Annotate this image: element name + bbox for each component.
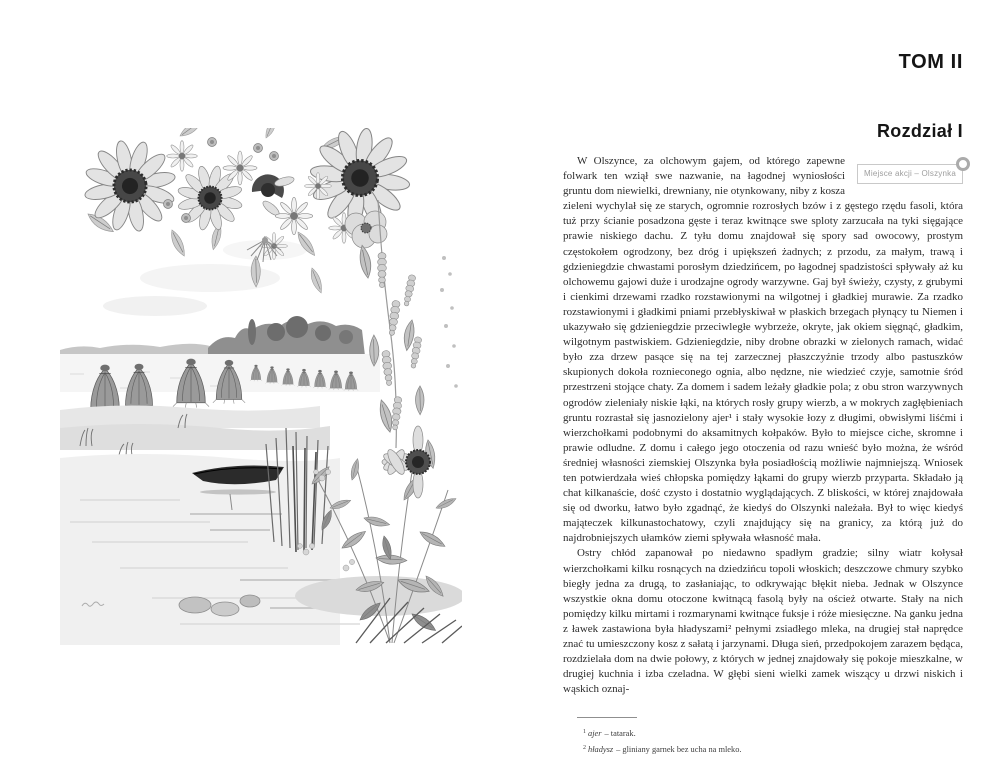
footnote-1-term: ajer	[588, 729, 602, 739]
volume-title: TOM II	[898, 51, 963, 73]
footnote-1-marker: 1	[583, 728, 586, 735]
footnotes	[563, 717, 963, 758]
annotation-tag-label[interactable]: Miejsce akcji – Olszynka	[857, 164, 963, 184]
chapter-body	[563, 154, 963, 697]
footnote-2-definition: – gliniany garnek bez ucha na mleko.	[616, 745, 742, 755]
annotation-anchor-icon[interactable]	[956, 157, 970, 171]
illustration-drawing	[60, 128, 462, 645]
footnote-1	[577, 726, 963, 742]
annotation-tag[interactable]	[857, 156, 963, 184]
paragraph-1: W Olszynce, za olchowym gajem, od którego zapewne folwark ten wziął swe nazwanie, na łagodnej wyniosłości gruntu dom niewielki, drewniany, nie otynkowany, niby z kosza zieleni wychylał się ze starych, ogromnie rozrosłych bzów i z gęstego rzędu fasoli, która tuż przy ścianie posadzona gęste i teraz kwitnące swe sploty zarzucała na tyki sięgające prawie niskiego dachu. Z tyłu domu znajdował się spory sad owocowy, prostym częstokołem ogrodzony, bez dróg i upiększeń żadnych; z przodu, za małym, trawą i gdzieniegdzie chwastami porosłym dziedzińcem, po łagodnej spadzistości spływały aż ku olchowemu gajowi duże i urodzajne ogrody warzywne. Gaj był świeży, czysty, z grubymi i cienkimi drzewami rzadko rozstawionymi na wilgotnej i gładkiej murawie. Za rzadko rozstawionymi i gładkimi pniami przebłyskiwał w płaskich brzegach płynący tu Niemen i ukazywało się gdzieniegdzie przeciwległe wybrzeże, okryte, jak okiem sięgnąć, gładkim, wilgotnym pastwiskiem. Gdzieniegdzie, niby drobne obrazki w zielonych ramach, widać było zza drzew pasące się na tej zarzecznej płaszczyźnie trzody albo pastuszków skupionych dokoła roznieconego ognia, albo nędzne, nie wiedzieć czyje, samotnie śród przestrzeni stojące chaty. Za domem i sadem leżały gładkie pola; z obu stron warzywnych ogrodów zieleniały niskie łąki, na których rosły grupy wierzb, a w mokrych zagłębieniach gruntu rozrastał się jasnozielony ajer¹ i stały wysokie łozy z długimi, obwisłymi liśćmi i wierzchołkami podobnymi do aksamitnych kołpaków. Było to miejsce ciche, skromne i prawie odludne. Z domu i całego jego otoczenia od razu wnieść było można, że wśród średniej własności ziemskiej Olszynka była posiadłością możliwie najmniejszą. Wniosek ten potwierdzała wieś chłopska pomiędzy łąkami do grupy wierzb przyparta. Składało ją chat kilkanaście, dość czysto i dostatnio wyglądających. Z bliskości, w której znajdowała się od dworku, łatwo było zgadnąć, że kiedyś do Olszynki należała. Był to więc kiedyś mająteczek kilkunastochatowy, czyli znajdujący się na granicy, za którą już do najdrobniejszych ułamków ziemi spływała własność mała.	[563, 155, 963, 545]
right-page	[563, 0, 963, 758]
footnote-1-definition: – tatarak.	[604, 729, 636, 739]
paragraph-2: Ostry chłód zapanował po niedawno spadłym gradzie; silny wiatr kołysał wierzchołkami kilku rosnących na dziedzińcu topoli włoskich; deszczowe chmury szybko biegły jedna za drugą, to zasłaniając, to odkrywając błękit nieba. Jednak w Olszynce wszystkie okna domu otoczone kwitnącą fasolą były na oścież otwarte. Stały na nich pomiędzy kilku mirtami i rozmarynami kwitnące fuksje i róże miesięczne. Na ganku jedna z ławek zastawiona była hładyszami² pełnymi zsiadłego mleka, na drugiej stał naprędce znać tu umieszczony kosz z sałatą i jarzynami. Długa sień, przedpokojem zarazem będąca, rozdzielała dom na dwie połowy, z których w jednej znajdowały się pokoje mieszkalne, w drugiej kuchnia i izba czeladna. W głębi sieni wielki zamek wiszący u drzwi niskich i wąskich oznaj-	[563, 547, 963, 696]
footnote-2	[577, 742, 963, 758]
chapter-title: Rozdział I	[876, 121, 963, 141]
footnote-divider	[577, 717, 637, 718]
footnote-2-marker: 2	[583, 744, 586, 751]
footnote-2-term: hładysz	[588, 745, 614, 755]
chapter-illustration	[60, 128, 462, 645]
